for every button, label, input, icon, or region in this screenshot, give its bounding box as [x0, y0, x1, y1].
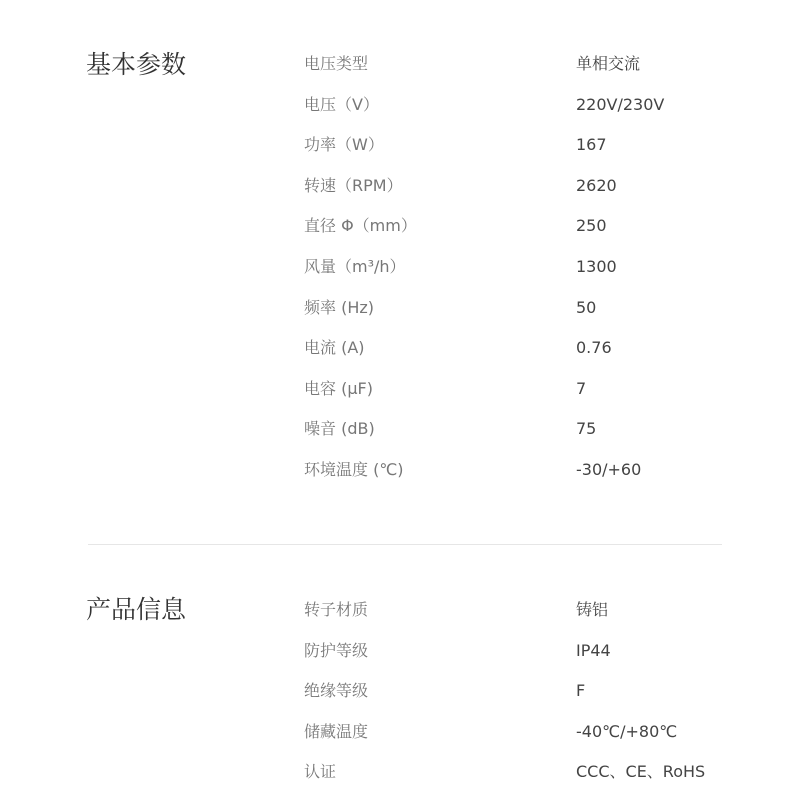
spec-value: -30/+60	[576, 459, 642, 479]
spec-row-diameter	[0, 216, 800, 257]
basic-params-list	[0, 50, 800, 501]
spec-label: 频率 (Hz)	[304, 297, 375, 317]
spec-label: 电压类型	[304, 54, 369, 73]
product-info-list	[0, 600, 800, 803]
spec-value: -40℃/+80℃	[576, 721, 678, 741]
spec-row-speed	[0, 176, 800, 217]
spec-label: 风量（m³/h）	[304, 256, 406, 276]
spec-label: 功率（W）	[304, 135, 384, 155]
spec-label: 防护等级	[304, 640, 369, 660]
spec-label: 转子材质	[304, 600, 369, 619]
spec-value: 单相交流	[576, 54, 641, 73]
spec-row-voltage	[0, 95, 800, 136]
spec-label: 直径 Φ（mm）	[304, 216, 417, 236]
spec-row-ambient-temp	[0, 460, 800, 501]
spec-value: 220V/230V	[576, 94, 665, 114]
spec-value: F	[576, 681, 586, 701]
spec-value: 0.76	[576, 338, 612, 358]
spec-value: 50	[576, 297, 597, 317]
spec-row-insulation-class	[0, 681, 800, 722]
spec-row-storage-temp	[0, 722, 800, 763]
spec-label: 储藏温度	[304, 721, 369, 741]
spec-label: 转速（RPM）	[304, 175, 403, 195]
spec-row-capacitor	[0, 379, 800, 420]
spec-label: 认证	[304, 762, 337, 782]
spec-value: 250	[576, 216, 607, 236]
spec-label: 环境温度 (℃)	[304, 459, 404, 479]
spec-value: 75	[576, 419, 597, 439]
spec-row-airflow	[0, 257, 800, 298]
spec-label: 电压（V）	[304, 94, 379, 114]
spec-value: 1300	[576, 256, 617, 276]
spec-value: 2620	[576, 175, 617, 195]
spec-row-noise	[0, 419, 800, 460]
spec-value: 7	[576, 378, 587, 398]
section-title-basic: 基本参数	[86, 50, 187, 79]
section-title-product: 产品信息	[86, 595, 187, 624]
spec-row-frequency	[0, 298, 800, 339]
section-divider	[88, 544, 722, 545]
spec-row-power	[0, 135, 800, 176]
spec-row-current	[0, 338, 800, 379]
spec-row-protection-class	[0, 641, 800, 682]
spec-value: CCC、CE、RoHS	[576, 762, 706, 782]
spec-value: IP44	[576, 640, 611, 660]
spec-label: 电容 (μF)	[304, 378, 373, 398]
spec-row-rotor-material	[0, 600, 800, 641]
spec-row-certification	[0, 762, 800, 803]
spec-value: 铸铝	[576, 600, 609, 619]
spec-label: 噪音 (dB)	[304, 419, 375, 439]
spec-label: 绝缘等级	[304, 681, 369, 701]
spec-label: 电流 (A)	[304, 338, 365, 358]
spec-value: 167	[576, 135, 607, 155]
spec-row-voltage-type	[0, 50, 800, 95]
